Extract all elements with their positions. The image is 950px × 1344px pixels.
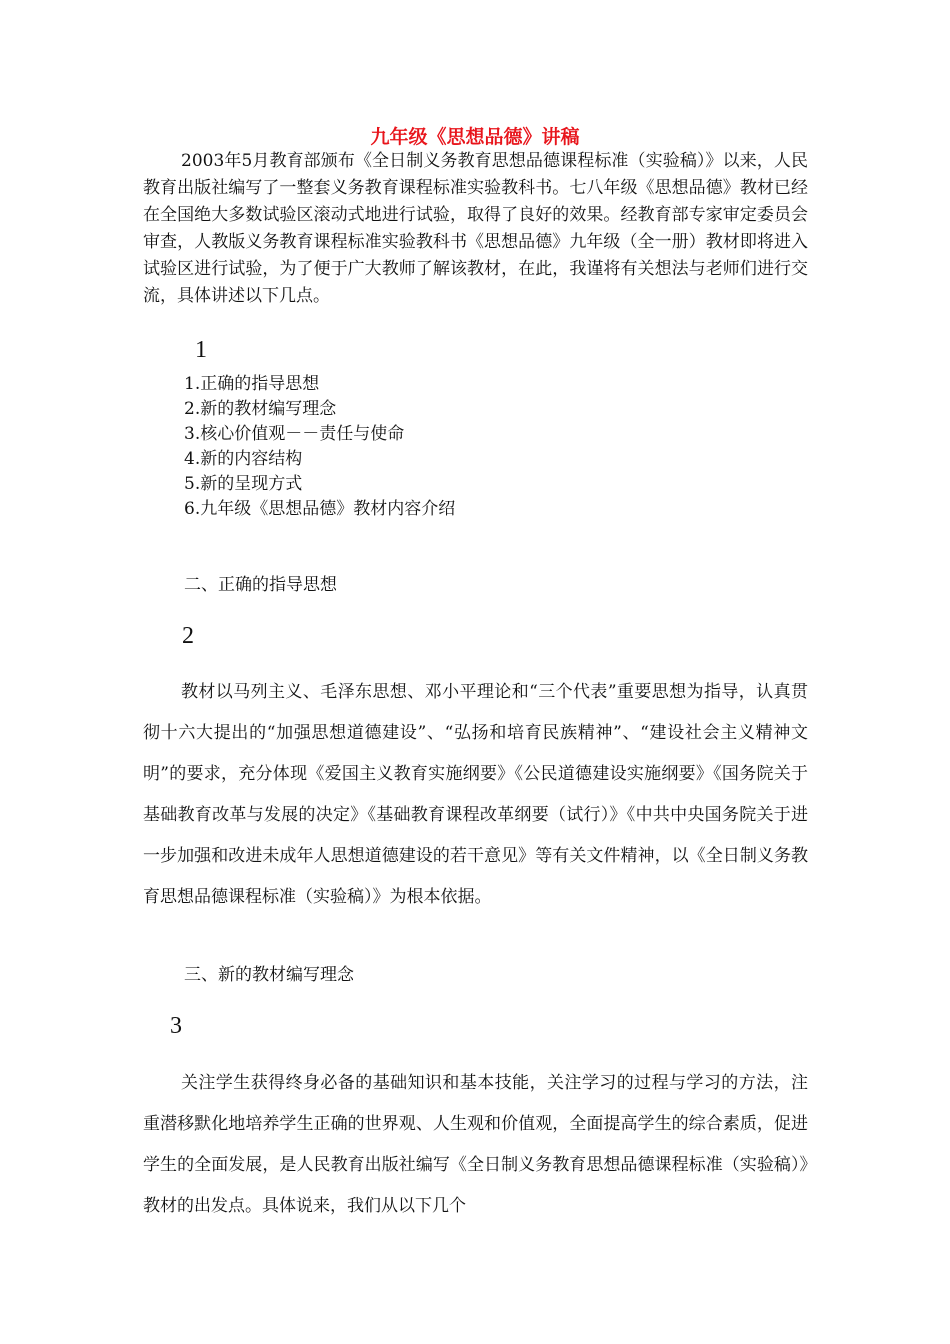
section-heading-3: 三、新的教材编写理念 <box>184 965 354 985</box>
section-marker-3: 3 <box>170 1013 182 1039</box>
toc-item: 2.新的教材编写理念 <box>184 399 337 419</box>
toc-item: 5.新的呈现方式 <box>184 474 303 494</box>
toc-item: 1.正确的指导思想 <box>184 374 320 394</box>
table-of-contents <box>184 372 455 522</box>
toc-item: 3.核心价值观－－责任与使命 <box>184 424 405 444</box>
toc-item: 6.九年级《思想品德》教材内容介绍 <box>184 499 456 519</box>
section-marker-2: 2 <box>182 623 194 649</box>
toc-item: 4.新的内容结构 <box>184 449 303 469</box>
section-heading-2: 二、正确的指导思想 <box>184 575 337 595</box>
section-2-body: 教材以马列主义、毛泽东思想、邓小平理论和“三个代表”重要思想为指导，认真贯彻十六大提出的“加强思想道德建设”、“弘扬和培育民族精神”、“建设社会主义精神文明”的要求，充分体现《爱国主义教育实施纲要》《公民道德建设实施纲要》《国务院关于基础教育改革与发展的决定》《基础教育课程改革纲要（试行）》《中共中央国务院关于进一步加强和改进未成年人思想道德建设的若干意见》等有关文件精神，以《全日制义务教育思想品德课程标准（实验稿）》为根本依据。 <box>143 682 808 907</box>
section-marker-1: 1 <box>195 337 207 363</box>
intro-paragraph: 2003年5月教育部颁布《全日制义务教育思想品德课程标准（实验稿）》以来，人民教育出版社编写了一整套义务教育课程标准实验教科书。七八年级《思想品德》教材已经在全国绝大多数试验区滚动式地进行试验，取得了良好的效果。经教育部专家审定委员会审查，人教版义务教育课程标准实验教科书《思想品德》九年级（全一册）教材即将进入试验区进行试验，为了便于广大教师了解该教材，在此，我谨将有关想法与老师们进行交流，具体讲述以下几点。 <box>143 151 808 306</box>
document-title: 九年级《思想品德》讲稿 <box>370 126 580 148</box>
section-3-body: 关注学生获得终身必备的基础知识和基本技能，关注学习的过程与学习的方法，注重潜移默化地培养学生正确的世界观、人生观和价值观，全面提高学生的综合素质，促进学生的全面发展，是人民教育出版社编写《全日制义务教育思想品德课程标准（实验稿）》教材的出发点。具体说来，我们从以下几个 <box>143 1073 808 1216</box>
